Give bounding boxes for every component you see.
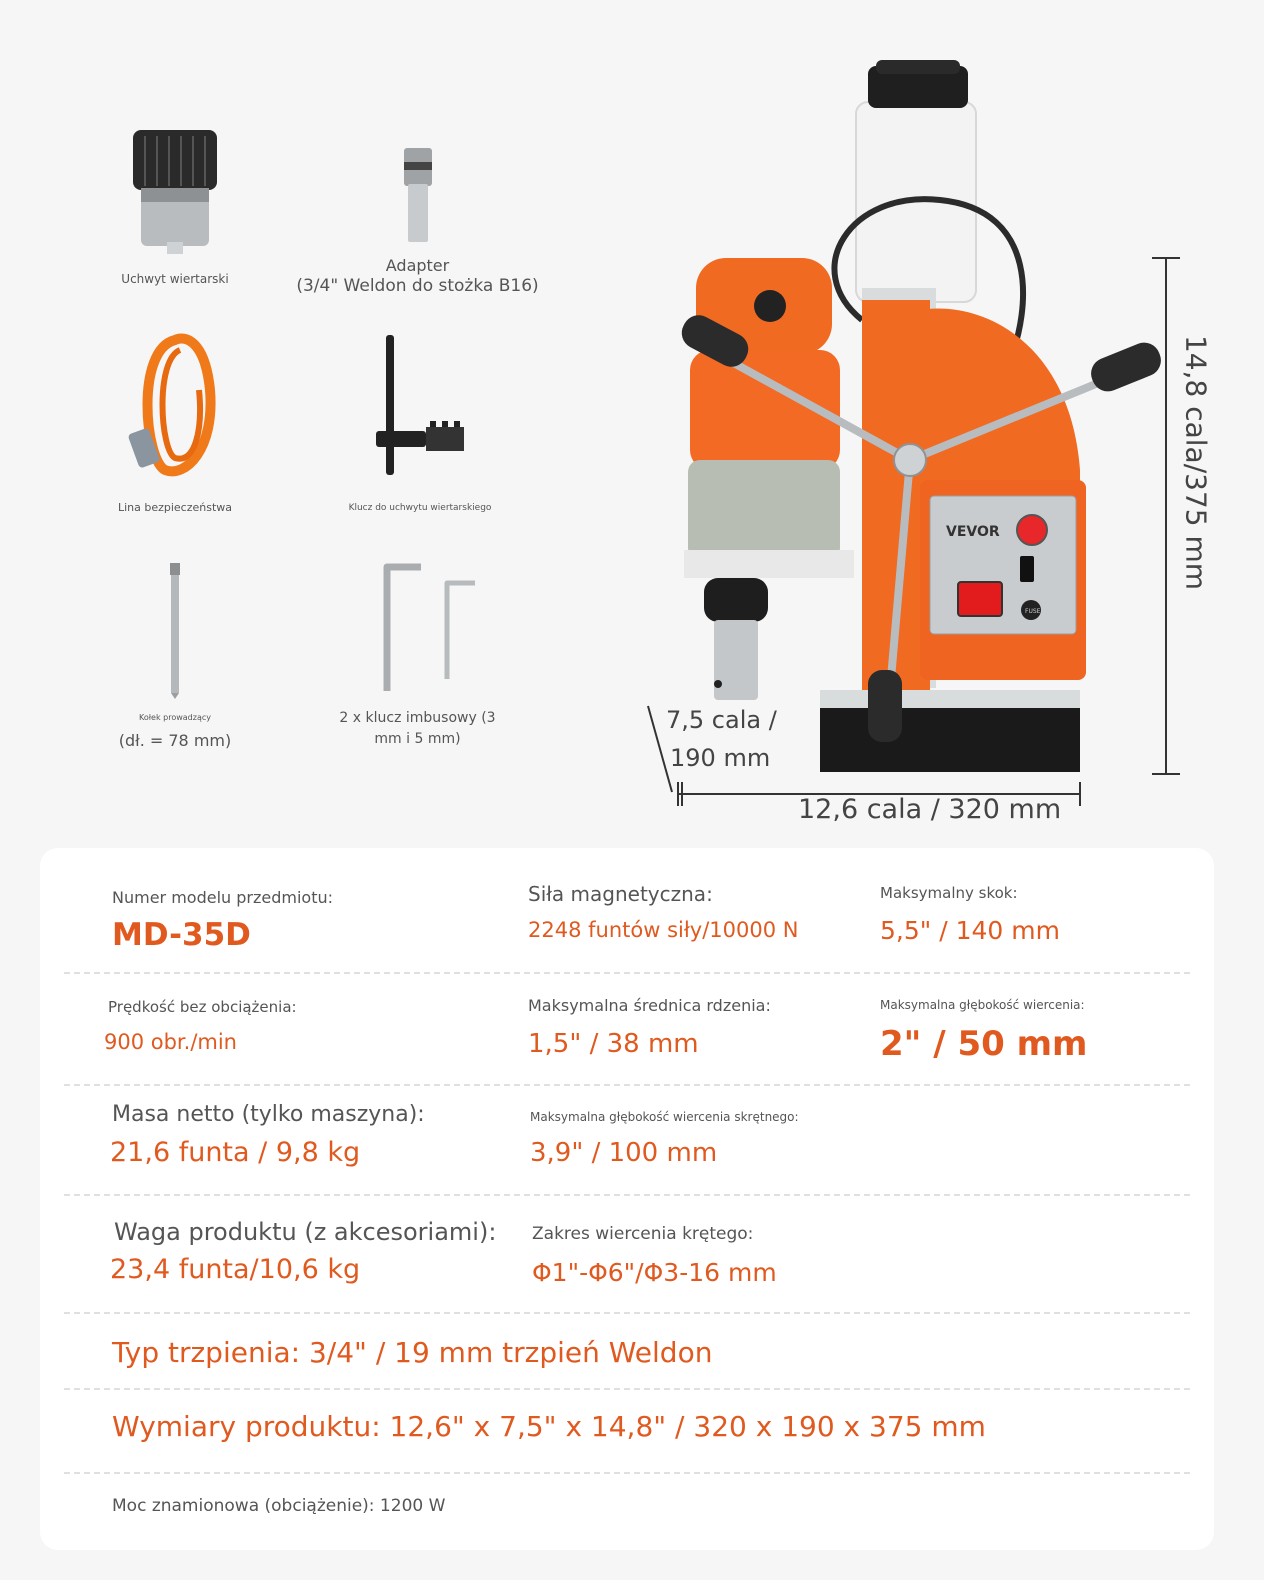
- accessory-adapter: [270, 120, 565, 310]
- depth-dimension-label-1: 7,5 cala /: [666, 706, 777, 734]
- accessory-chuck-key: [320, 325, 520, 525]
- hex-key-icon: [375, 563, 485, 699]
- accessory-caption: mm i 5 mm): [374, 731, 461, 747]
- accessory-pilot-pin: [90, 555, 260, 755]
- height-dimension-label: 14,8 cala/375 mm: [1179, 334, 1213, 591]
- separator: [64, 1084, 1190, 1086]
- width-dimension-label: 12,6 cala / 320 mm: [798, 794, 1062, 825]
- depth-dimension-label-2: 190 mm: [670, 744, 771, 772]
- spec-max-core-diameter: [528, 996, 771, 1059]
- specs-panel: [40, 848, 1214, 1550]
- spec-label: Maksymalna głębokość wiercenia:: [880, 998, 1085, 1012]
- spec-value: 23,4 funta/10,6 kg: [110, 1254, 361, 1285]
- accessory-caption: Kołek prowadzący: [139, 713, 211, 722]
- accessory-caption: Lina bezpieczeństwa: [117, 501, 233, 514]
- spec-label: Prędkość bez obciążenia:: [108, 998, 297, 1016]
- emergency-stop-button: [1017, 515, 1047, 545]
- spec-value: 2" / 50 mm: [880, 1024, 1088, 1064]
- separator: [64, 1388, 1190, 1390]
- chuck-key-icon: [370, 335, 470, 485]
- brand-logo: VEVOR: [946, 524, 1000, 540]
- spec-max-stroke: [880, 884, 1060, 945]
- spec-net-weight: [112, 1102, 425, 1168]
- spec-twist-drill-range: [532, 1224, 777, 1287]
- spec-label: Maksymalna średnica rdzenia:: [528, 996, 771, 1015]
- spec-no-load-speed: [104, 998, 297, 1054]
- accessory-caption: 2 x klucz imbusowy (3: [339, 710, 496, 726]
- spec-magnetic-force: [528, 882, 799, 942]
- spec-value: 1,5" / 38 mm: [528, 1029, 699, 1059]
- accessory-caption: Klucz do uchwytu wiertarskiego: [348, 503, 492, 513]
- spec-value: 5,5" / 140 mm: [880, 916, 1060, 945]
- separator: [64, 1312, 1190, 1314]
- spec-value: 3,9" / 100 mm: [530, 1138, 718, 1168]
- spec-label: Masa netto (tylko maszyna):: [112, 1102, 425, 1127]
- spec-model: [112, 888, 333, 953]
- accessory-caption: (3/4" Weldon do stożka B16): [296, 276, 539, 296]
- spec-value: 900 obr./min: [104, 1030, 237, 1054]
- spec-value: 2248 funtów siły/10000 N: [528, 918, 799, 942]
- spec-rated-power: Moc znamionowa (obciążenie): 1200 W: [112, 1496, 446, 1516]
- separator: [64, 1472, 1190, 1474]
- spec-product-weight: [110, 1218, 497, 1285]
- spec-product-dimensions: Wymiary produktu: 12,6" x 7,5" x 14,8" / 320 x 190 x 375 mm: [112, 1410, 986, 1443]
- spec-label: Maksymalna głębokość wiercenia skrętnego:: [530, 1110, 799, 1124]
- separator: [64, 972, 1190, 974]
- accessory-drill-chuck: [90, 120, 260, 300]
- magnetic-drill-illustration: [600, 50, 1240, 820]
- spec-label: Siła magnetyczna:: [528, 882, 713, 906]
- adapter-icon: [400, 148, 436, 244]
- accessory-caption: Uchwyt wiertarski: [121, 272, 229, 286]
- spec-label: Waga produktu (z akcesoriami):: [114, 1218, 497, 1246]
- accessory-safety-strap: [90, 325, 260, 525]
- spec-twist-drill-depth: [530, 1110, 799, 1168]
- safety-strap-icon: [125, 330, 225, 480]
- spec-label: Maksymalny skok:: [880, 884, 1018, 902]
- spec-shank-type: Typ trzpienia: 3/4" / 19 mm trzpień Weldon: [112, 1336, 713, 1369]
- motor-switch: [1020, 556, 1034, 582]
- separator: [64, 1194, 1190, 1196]
- spec-max-drill-depth: [880, 998, 1087, 1064]
- spec-label: Numer modelu przedmiotu:: [112, 888, 334, 907]
- svg-text:FUSE: FUSE: [1025, 608, 1041, 615]
- accessory-caption: Adapter: [385, 256, 450, 275]
- spec-value: 21,6 funta / 9,8 kg: [110, 1137, 361, 1168]
- spec-value: Φ1"-Φ6"/Φ3-16 mm: [532, 1258, 777, 1287]
- magnet-switch: [958, 582, 1002, 616]
- accessory-hex-keys: [310, 555, 525, 755]
- drill-chuck-icon: [127, 130, 223, 256]
- pilot-pin-icon: [166, 563, 184, 699]
- accessory-caption: (dł. = 78 mm): [118, 731, 232, 750]
- control-panel: [930, 496, 1076, 634]
- spec-value: MD-35D: [112, 917, 251, 953]
- spec-label: Zakres wiercenia krętego:: [532, 1224, 754, 1244]
